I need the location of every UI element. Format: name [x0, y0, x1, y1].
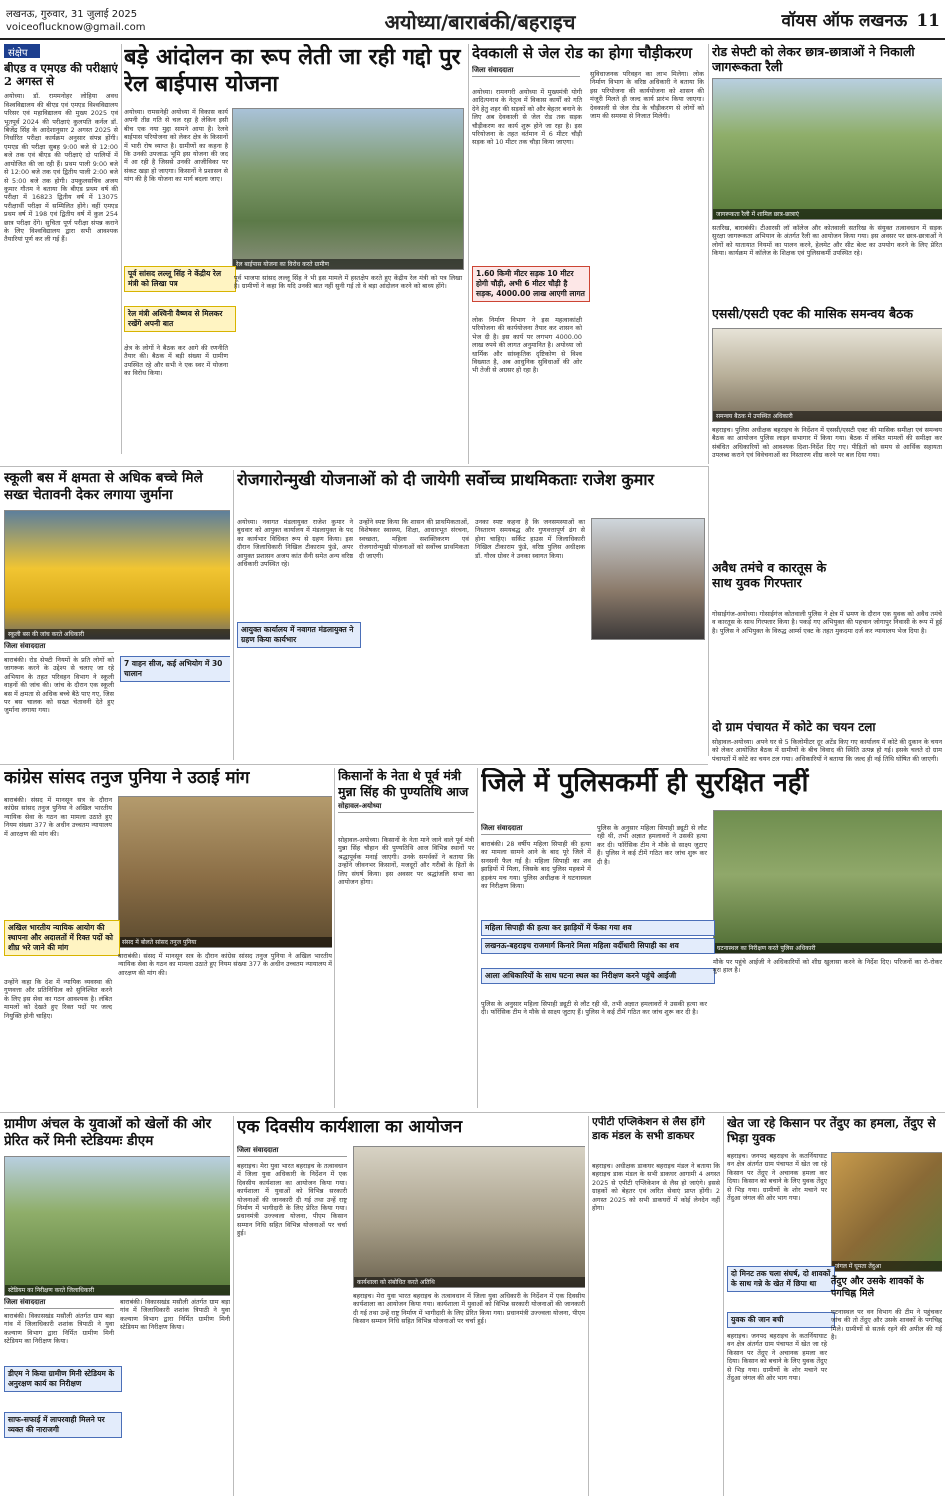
photo-caption: स्टेडियम का निरीक्षण करते जिलाधिकारी	[5, 1285, 230, 1295]
column-divider	[708, 44, 709, 464]
header-rule	[0, 38, 945, 40]
story-employment	[237, 470, 705, 760]
story-highlight: अखिल भारतीय न्यायिक आयोग की स्थापना और अदालतों में रिक्त पदों को शीघ्र भरे जाने की मांग	[4, 920, 120, 956]
story-headline: दो ग्राम पंचायत में कोटे का चयन टला	[712, 720, 876, 734]
parliament-photo	[118, 796, 332, 948]
meeting-photo	[712, 328, 942, 422]
story-body: सोहावल-अयोध्या। किसानों के नेता माने जाने वाले पूर्व मंत्री मुन्ना सिंह चौहान की पुण्यतिथि आज विभिन्न स्थानों पर श्रद्धापूर्वक मनाई जाएगी। उनके समर्थकों ने बताया कि उन्होंने जीवनभर किसानों, मजदूरों और गरीबों के हितों के लिए संघर्ष किया। इस अवसर पर श्रद्धांजलि सभा का आयोजन होगा।	[338, 836, 474, 887]
story-subheadline: तेंदुए और उसके शावकों के पगचिह्न मिले	[831, 1276, 924, 1299]
column-divider	[233, 1116, 234, 1496]
story-headline: एपीटी एप्लिकेशन से लैस होंगे डाक मंडल के सभी डाकघर	[592, 1116, 705, 1142]
column-divider	[334, 768, 335, 1108]
photo-caption: संसद में बोलते सांसद तनुज पुनिया	[119, 937, 332, 947]
story-body: बाराबंकी। संसद में मानसून सत्र के दौरान कांग्रेस सांसद तनुज पुनिया ने अखिल भारतीय न्यायिक सेवा के गठन का मामला उठाते हुए नियम संख्या 377 के अधीन उच्चतम न्यायालय में आरक्षण की मांग की।	[4, 796, 112, 838]
story-police-unsafe	[481, 768, 942, 1108]
story-body: बाराबंकी। रोड सेफ्टी नियमों के प्रति लोगों को जागरूक करने के उद्देश्य से चलाए जा रहे अभियान के तहत परिवहन विभाग ने स्कूली वाहनों की जांच की। जांच के दौरान एक स्कूली बस में क्षमता से अधिक बच्चे बैठे पाए गए, जिस पर बस चालक को सख्त चेतावनी देते हुए जुर्माना लगाया गया।	[4, 656, 114, 715]
story-congress-mp	[4, 768, 332, 1108]
story-body: उन्होंने स्पष्ट किया कि शासन की प्राथमिकताओं, विशेषकर स्वास्थ्य, शिक्षा, आधारभूत संरचना, स्वच्छता, महिला सशक्तिकरण एवं रोजगारोन्मुखी योजनाओं को सर्वोच्च प्राथमिकता दी जाएगी।	[359, 518, 469, 560]
brief-bed-exam	[4, 62, 118, 462]
story-body: बहराइच। जनपद बहराइच के कतर्नियाघाट वन क्षेत्र अंतर्गत ग्राम पंचायत में खेत जा रहे किसान पर तेंदुए ने अचानक हमला कर दिया। किसान को बचाने के लिए युवक तेंदुए से भिड़ गया। ग्रामीणों के शोर मचाने पर तेंदुआ जंगल की ओर भाग गया।	[727, 1152, 827, 1203]
story-munna-singh	[338, 768, 474, 1108]
story-headline: बड़े आंदोलन का रूप लेती जा रही गद्दो पुर रेल बाईपास योजना	[124, 44, 461, 97]
story-body: उनका स्पष्ट कहना है कि जनसमस्याओं का निस्तारण समयबद्ध और गुणवत्तापूर्ण ढंग से होना चाहिए। सर्किट हाउस में जिलाधिकारी निखिल टीकाराम फुंडे, वरिष्ठ पुलिस अधीक्षक डॉ. गौरव ग्रोवर ने उनका स्वागत किया।	[475, 518, 585, 560]
row-divider	[0, 1112, 945, 1113]
story-body: बहराइच। अधीक्षक डाकघर बहराइच मंडल ने बताया कि बहराइच डाक मंडल के सभी डाकघर आगामी 4 अगस्त 2025 से एपीटी एप्लिकेशन से लैस हो जाएंगे। इससे ग्राहकों को बेहतर एवं त्वरित सेवाएं प्राप्त होंगी। 2 अगस्त 2025 को सभी डाकघरों में कोई लेनदेन नहीं होगा।	[592, 1162, 720, 1213]
date-line: लखनऊ, गुरुवार, 31 जुलाई 2025	[6, 9, 138, 20]
column-divider	[708, 466, 709, 756]
column-divider	[723, 1116, 724, 1496]
story-byline: जिला संवाददाता	[472, 66, 580, 77]
masthead	[720, 8, 940, 36]
story-byline: जिला संवाददाता	[4, 642, 114, 653]
story-highlight: आला अधिकारियों के साथ घटना स्थल का निरीक्षण करने पहुंचे आईजी	[481, 968, 715, 984]
story-byline: जिला संवाददाता	[237, 1146, 347, 1157]
story-headline: खेत जा रहे किसान पर तेंदुए का हमला, तेंदुए से भिड़ा युवक	[727, 1116, 936, 1145]
page-number: 11	[916, 11, 940, 31]
story-body: सुविधाजनक परिवहन का लाभ मिलेगा। लोक निर्माण विभाग के वरिष्ठ अधिकारी ने बताया कि इस परियोजना की कार्ययोजना को शासन की मंजूरी मिलते ही जल्द कार्य प्रारंभ किया जाएगा। देवकाली से जेल रोड के चौड़ीकरण से लोगों को जाम की समस्या से निजात मिलेगी।	[590, 70, 704, 121]
story-leopard-attack	[727, 1116, 942, 1496]
column-divider	[233, 470, 234, 760]
photo-caption: जंगल में घूमता तेंदुआ	[832, 1261, 942, 1271]
story-headline: एससी/एसटी एक्ट की मासिक समन्वय बैठक	[712, 306, 914, 321]
story-body: अयोध्या। रामसनेही अयोध्या में विकास कार्य अपनी तीव्र गति से चल रहा है लेकिन इसी बीच एक नया मुद्दा सामने आया है। रेलवे बाईपास परियोजना को लेकर क्षेत्र के किसानों में भारी रोष व्याप्त है। ग्रामीणों का कहना है कि उनकी उपजाऊ भूमि इस योजना की जद में आ रही है जिससे उनकी आजीविका पर संकट खड़ा हो जाएगा। किसानों ने प्रशासन से मांग की है कि योजना का मार्ग बदला जाए।	[124, 108, 228, 184]
story-byline: जिला संवाददाता	[4, 1298, 114, 1309]
story-mini-stadium	[4, 1116, 230, 1496]
story-body: पूर्व भाजपा सांसद लल्लू सिंह ने भी इस मामले में हस्तक्षेप करते हुए केंद्रीय रेल मंत्री को पत्र लिखा है। ग्रामीणों ने कहा कि यदि उनकी बात नहीं सुनी गई तो वे बड़ा आंदोलन करने को बाध्य होंगे।	[234, 274, 462, 291]
brief-body: अयोध्या। डॉ. राममनोहर लोहिया अवध विश्वविद्यालय की बीएड एवं एमएड विश्वविद्यालय परिसर एवं महाविद्यालय की मुख्य 2025 एवं भूतपूर्व 2024 की परीक्षाएं कुलपति कर्नल डॉ. बिजेंद्र सिंह के आदेशानुसार 2 अगस्त 2025 से निर्धारित परीक्षा कार्यक्रम अनुसार संपन्न होंगी। एमएड की परीक्षा सुबह 9:00 बजे से 12:00 बजे तक एवं बीएड की परीक्षाएं दो पालियों में आयोजित की जा रही हैं। प्रथम पाली 9:00 बजे से 12:00 बजे तक एवं द्वितीय पाली 2:00 बजे से 5:00 बजे तक होगी। उपकुलसचिव अजय कुमार गौतम ने बताया कि बीएड प्रथम वर्ष की परीक्षा में 16823 द्वितीय वर्ष में 13075 परीक्षार्थी परीक्षा में सम्मिलित होंगे। वहीं एमएड प्रथम वर्ष में 198 एवं द्वितीय वर्ष में कुल 254 छात्र परीक्षा देंगे। सुचिता पूर्ण परीक्षा संपन्न कराने के लिए विश्वविद्यालय द्वारा सभी आवश्यक तैयारियां पूर्ण कर ली गई हैं।	[4, 92, 118, 244]
photo-caption: रेल बाईपास योजना का विरोध करते ग्रामीण	[233, 259, 463, 269]
story-highlight: महिला सिपाही की हत्या कर झाड़ियों में फेंका गया शव	[481, 920, 715, 936]
story-highlight: युवक की जान बची	[727, 1312, 835, 1328]
story-scst-meeting	[712, 306, 942, 556]
paper-name: वॉयस ऑफ लखनऊ	[781, 11, 908, 31]
column-divider	[121, 44, 122, 454]
story-body: बाराबंकी। संसद में मानसून सत्र के दौरान कांग्रेस सांसद तनुज पुनिया ने अखिल भारतीय न्यायिक सेवा के गठन का मामला उठाते हुए नियम संख्या 377 के अधीन उच्चतम न्यायालय में आरक्षण की मांग की।	[118, 952, 332, 977]
story-body: उन्होंने कहा कि देश में न्यायिक व्यवस्था की गुणवत्ता और प्रतिनिधित्व को सुनिश्चित करने के लिए इस सेवा का गठन आवश्यक है। लंबित मामलों को देखते हुए रिक्त पदों पर जल्द नियुक्ति होनी चाहिए।	[4, 978, 112, 1020]
story-headline: अवैध तमंचे व कारतूस के साथ युवक गिरफ्तार	[712, 560, 827, 590]
column-divider	[588, 1116, 589, 1496]
story-headline: स्कूली बस में क्षमता से अधिक बच्चे मिले सख्त चेतावनी देकर लगाया जुर्माना	[4, 470, 203, 503]
email-line: voiceoflucknow@gmail.com	[6, 22, 146, 33]
story-headline: रोजगारोन्मुखी योजनाओं को दी जायेगी सर्वोच्च प्राथमिकताः राजेश कुमार	[237, 470, 655, 489]
leopard-photo	[831, 1152, 942, 1272]
story-highlight: लखनऊ-बहराइच राजमार्ग किनारे मिला महिला वर्दीधारी सिपाही का शव	[481, 938, 715, 954]
story-body: सोहावल-अयोध्या। अपने घर से 5 किलोमीटर दूर अटेंड किए गए कार्यालय में कोटे की दुकान के चयन को लेकर आयोजित बैठक में ग्रामीणों के बीच विवाद की स्थिति उत्पन्न हो गई। इसके चलते दो ग्राम पंचायतों में कोटे का चयन टल गया। अधिकारियों ने बताया कि जल्द ही नई तिथि घोषित की जाएगी।	[712, 738, 942, 763]
story-dak-app	[592, 1116, 720, 1496]
story-body: मौके पर पहुंचे आईजी ने अधिकारियों को शीघ्र खुलासा करने के निर्देश दिए। परिजनों का रो-रोकर बुरा हाल है।	[713, 958, 942, 975]
story-body: पुलिस के अनुसार महिला सिपाही ड्यूटी से लौट रही थी, तभी अज्ञात हमलावरों ने उसकी हत्या कर दी। फॉरेंसिक टीम ने मौके से साक्ष्य जुटाए हैं। पुलिस ने कई टीमें गठित कर जांच शुरू कर दी है।	[597, 824, 707, 866]
story-body: पुलिस के अनुसार महिला सिपाही ड्यूटी से लौट रही थी, तभी अज्ञात हमलावरों ने उसकी हत्या कर दी। फॉरेंसिक टीम ने मौके से साक्ष्य जुटाए हैं। पुलिस ने कई टीमें गठित कर जांच शुरू कर दी है।	[481, 1000, 707, 1017]
photo-caption: जागरूकता रैली में शामिल छात्र-छात्राएं	[713, 209, 942, 219]
photo-caption: कार्यशाला को संबोधित करते अतिथि	[354, 1277, 585, 1287]
story-body: अयोध्या। नवागत मंडलायुक्त राजेश कुमार ने बुधवार को आयुक्त कार्यालय में मंडलायुक्त के पद का कार्यभार विधिवत रूप से ग्रहण किया। इस दौरान जिलाधिकारी निखिल टीकाराम फुंडे, अपर आयुक्त प्रशासन अजय कांत सैनी समेत अन्य वरिष्ठ अधिकारी उपस्थित रहे।	[237, 518, 353, 569]
story-body: घटनास्थल पर वन विभाग की टीम ने पहुंचकर जांच की तो तेंदुए और उसके शावकों के पगचिह्न मिले। ग्रामीणों से सतर्क रहने की अपील की गई है।	[831, 1308, 942, 1342]
photo-caption: समन्वय बैठक में उपस्थित अधिकारी	[713, 411, 942, 421]
column-divider	[468, 44, 469, 464]
story-workshop	[237, 1116, 585, 1496]
story-highlight: 1.60 किमी मीटर सड़क 10 मीटर होगी चौड़ी, अभी 6 मीटर चौड़ी है सड़क, 4000.00 लाख आएगी लागत	[472, 266, 590, 302]
story-body: सतरिख, बाराबंकी। टीआरसी लॉ कॉलेज और कोतवाली सतरिख के संयुक्त तत्वावधान में सड़क सुरक्षा जागरूकता अभियान के अंतर्गत रैली का आयोजन किया गया। इस अवसर पर छात्र-छात्राओं ने लोगों को यातायात नियमों का पालन करने, हेलमेट और सीट बेल्ट का उपयोग करने के लिए प्रेरित किया। कार्यक्रम में कॉलेज के शिक्षक एवं पुलिसकर्मी उपस्थित रहे।	[712, 224, 942, 258]
crime-scene-photo	[713, 810, 942, 954]
story-highlight: आयुक्त कार्यालय में नवागत मंडलायुक्त ने ग्रहण किया कार्यभार	[237, 622, 361, 648]
row-divider	[0, 764, 708, 765]
story-highlight: पूर्व सांसद लल्लू सिंह ने केंद्रीय रेल मंत्री को लिखा पत्र	[124, 266, 236, 292]
story-byline: जिला संवाददाता	[481, 824, 591, 835]
issue-date	[6, 8, 146, 38]
story-headline: किसानों के नेता थे पूर्व मंत्री मुन्ना सिंह की पुण्यतिथि आज	[338, 768, 469, 799]
story-school-bus	[4, 470, 230, 760]
story-highlight: रेल मंत्री अश्विनी वैष्णव से मिलकर रखेंगे अपनी बात	[124, 306, 236, 332]
stadium-photo	[4, 1156, 230, 1296]
story-illegal-arms	[712, 560, 942, 720]
story-road-safety	[712, 44, 942, 304]
story-byline: सोहावल-अयोध्या	[338, 802, 474, 813]
bus-photo	[4, 510, 230, 640]
brief-headline: बीएड व एमएड की परीक्षाएं 2 अगस्त से	[4, 62, 118, 89]
story-headline: देवकाली से जेल रोड का होगा चौड़ीकरण	[472, 44, 692, 62]
story-headline: रोड सेफ्टी को लेकर छात्र-छात्राओं ने निकाली जागरूकता रैली	[712, 44, 915, 74]
story-body: अयोध्या। रामनगरी अयोध्या में मुख्यमंत्री योगी आदित्यनाथ के नेतृत्व में विकास कार्यों को गति देने हेतु शहर की सड़कों को और बेहतर बनाने के लिए अब देवकाली से जेल रोड तक सड़क चौड़ीकरण का कार्य शुरू होने जा रहा है। इस परियोजना के तहत वर्तमान में 6 मीटर चौड़ी सड़क को 10 मीटर तक चौड़ा किया जाएगा।	[472, 88, 582, 147]
section-tag: संक्षेप	[4, 44, 40, 58]
story-highlight: डीएम ने किया ग्रामीण मिनी स्टेडियम के अनुरक्षण कार्य का निरीक्षण	[4, 1366, 122, 1392]
section-title: अयोध्या/बाराबंकी/बहराइच	[384, 10, 576, 34]
story-body: बहराइच। पुलिस अधीक्षक बहराइच के निर्देशन में एससी/एसटी एक्ट की मासिक समीक्षा एवं समन्वय बैठक का आयोजन पुलिस लाइन सभागार में किया गया। बैठक में लंबित मामलों की समीक्षा कर संबंधित अधिकारियों को आवश्यक दिशा-निर्देश दिए गए। पीड़ितों को समय से आर्थिक सहायता उपलब्ध कराने एवं विवेचनाओं का निस्तारण शीघ्र करने पर बल दिया गया।	[712, 426, 942, 460]
protest-photo	[232, 108, 464, 270]
story-body: बाराबंकी। विकासखंड मसौली अंतर्गत ग्राम बड़ा गांव में जिलाधिकारी शशांक त्रिपाठी ने युवा कल्याण विभाग द्वारा निर्मित ग्रामीण मिनी स्टेडियम का निरीक्षण किया।	[4, 1312, 114, 1346]
story-devkali-road	[472, 44, 704, 464]
story-highlight: 7 वाहन सीज, कई अभियोग में 30 चालान	[120, 656, 230, 682]
story-highlight: साफ-सफाई में लापरवाही मिलने पर व्यक्त की नाराजगी	[4, 1412, 122, 1438]
photo-caption: स्कूली बस की जांच करते अधिकारी	[5, 629, 230, 639]
story-highlight: दो मिनट तक चला संघर्ष, दो शावकों के साथ गन्ने के खेत में छिपा था	[727, 1266, 835, 1292]
story-body: बाराबंकी। 28 वर्षीय महिला सिपाही की हत्या का मामला सामने आने के बाद पूरे जिले में सनसनी फैल गई है। महिला सिपाही का शव झाड़ियों में मिला, जिसके बाद पुलिस महकमे में हड़कंप मच गया। पुलिस अधीक्षक ने घटनास्थल का निरीक्षण किया।	[481, 840, 591, 891]
row-divider	[0, 466, 708, 467]
story-body: बहराइच। मेरा युवा भारत बहराइच के तत्वावधान में जिला युवा अधिकारी के निर्देशन में एक दिवसीय कार्यशाला का आयोजन किया गया। कार्यशाला में युवाओं को विभिन्न सरकारी योजनाओं की जानकारी दी गई तथा उन्हें राष्ट्र निर्माण में भागीदारी के लिए प्रेरित किया गया। प्रधानमंत्री उज्ज्वला योजना, पीएम किसान सम्मान निधि सहित विभिन्न योजनाओं पर चर्चा हुई।	[237, 1162, 347, 1238]
story-headline: कांग्रेस सांसद तनुज पुनिया ने उठाई मांग	[4, 768, 250, 788]
story-headline: एक दिवसीय कार्यशाला का आयोजन	[237, 1117, 463, 1137]
story-body: बहराइच। मेरा युवा भारत बहराइच के तत्वावधान में जिला युवा अधिकारी के निर्देशन में एक दिवसीय कार्यशाला का आयोजन किया गया। कार्यशाला में युवाओं को विभिन्न सरकारी योजनाओं की जानकारी दी गई तथा उन्हें राष्ट्र निर्माण में भागीदारी के लिए प्रेरित किया गया। प्रधानमंत्री उज्ज्वला योजना, पीएम किसान सम्मान निधि सहित विभिन्न योजनाओं पर चर्चा हुई।	[353, 1292, 585, 1326]
story-headline: जिले में पुलिसकर्मी ही सुरक्षित नहीं	[481, 768, 809, 798]
story-body: बाराबंकी। विकासखंड मसौली अंतर्गत ग्राम बड़ा गांव में जिलाधिकारी शशांक त्रिपाठी ने युवा कल्याण विभाग द्वारा निर्मित ग्रामीण मिनी स्टेडियम का निरीक्षण किया।	[120, 1298, 230, 1332]
rally-photo	[712, 78, 942, 220]
column-divider	[477, 768, 478, 1108]
photo-caption: घटनास्थल का निरीक्षण करते पुलिस अधिकारी	[714, 943, 942, 953]
story-rail-bypass	[124, 44, 464, 514]
commissioner-photo	[591, 518, 705, 640]
story-body: क्षेत्र के लोगों ने बैठक कर आगे की रणनीति तैयार की। बैठक में बड़ी संख्या में ग्रामीण उपस्थित रहे और सभी ने एक स्वर में योजना का विरोध किया।	[124, 344, 228, 378]
workshop-photo	[353, 1146, 585, 1288]
story-headline: ग्रामीण अंचल के युवाओं को खेलों की ओर प्रेरित करें मिनी स्टेडियमः डीएम	[4, 1116, 212, 1149]
story-body: लोक निर्माण विभाग ने इस महत्वाकांक्षी परियोजना की कार्ययोजना तैयार कर शासन को भेज दी है। इस कार्य पर लगभग 4000.00 लाख रुपये की लागत अनुमानित है। अयोध्या जो धार्मिक और सांस्कृतिक दृष्टिकोण से विश्व विख्यात है, अब आधुनिक सुविधाओं की ओर भी तेजी से अग्रसर हो रहा है।	[472, 316, 582, 375]
story-body: बहराइच। जनपद बहराइच के कतर्नियाघाट वन क्षेत्र अंतर्गत ग्राम पंचायत में खेत जा रहे किसान पर तेंदुए ने अचानक हमला कर दिया। किसान को बचाने के लिए युवक तेंदुए से भिड़ गया। ग्रामीणों के शोर मचाने पर तेंदुआ जंगल की ओर भाग गया।	[727, 1332, 827, 1383]
story-body: गोसाईगंज-अयोध्या। गोसाईगंज कोतवाली पुलिस ने क्षेत्र में भ्रमण के दौरान एक युवक को अवैध तमंचे व कारतूस के साथ गिरफ्तार किया है। पकड़े गए अभियुक्त की पहचान जोगापुर निवासी के रूप में हुई है। पुलिस ने अभियुक्त के विरुद्ध आर्म्स एक्ट के तहत मुकदमा दर्ज कर न्यायालय भेज दिया है।	[712, 610, 942, 635]
